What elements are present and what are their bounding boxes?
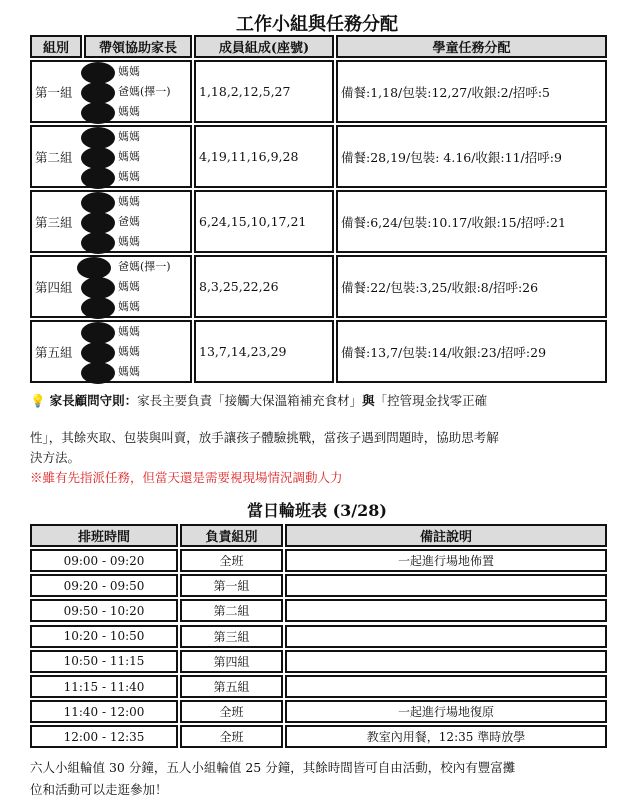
schedule-group-cell: 第三組 [180, 625, 283, 648]
redaction-mark [81, 297, 115, 319]
parent-label: 媽媽 [118, 324, 140, 338]
schedule-group-cell: 全班 [180, 725, 283, 748]
group-name: 第二組 [30, 125, 82, 188]
schedule-time-cell: 09:50 - 10:20 [30, 599, 178, 622]
schedule-note-cell [285, 625, 607, 648]
rules-note: ※雖有先指派任務，但當天還是需要視現場情況調動人力 [30, 470, 343, 485]
group-name: 第三組 [30, 190, 82, 253]
redaction-mark [81, 342, 115, 364]
redaction-mark [81, 62, 115, 84]
redaction-mark [81, 277, 115, 299]
schedule-title: 當日輪班表 (3/28) [247, 501, 387, 520]
parent-label: 爸媽(擇一) [118, 259, 171, 273]
schedule-group-cell: 第一組 [180, 574, 283, 597]
redaction-mark [81, 212, 115, 234]
schedule-note-cell [285, 675, 607, 698]
rules-and: 與 [362, 393, 375, 408]
parent-label: 爸媽 [118, 214, 140, 228]
group-name: 第一組 [30, 60, 82, 123]
schedule-time-cell: 11:15 - 11:40 [30, 675, 178, 698]
parent-label: 媽媽 [118, 104, 140, 118]
schedule-note-cell [285, 574, 607, 597]
header-parents: 帶領協助家長 [84, 35, 192, 58]
redaction-mark [81, 362, 115, 384]
header-time: 排班時間 [30, 524, 178, 547]
tasks-cell: 備餐:6,24/包裝:10.17/收銀:15/招呼:21 [336, 190, 607, 253]
schedule-note-cell [285, 599, 607, 622]
redaction-mark [81, 232, 115, 254]
schedule-note-cell: 一起進行場地復原 [285, 700, 607, 723]
schedule-time-cell: 10:20 - 10:50 [30, 625, 178, 648]
schedule-note-cell: 教室內用餐，12:35 準時放學 [285, 725, 607, 748]
schedule-group-cell: 第二組 [180, 599, 283, 622]
page-title: 工作小組與任務分配 [236, 14, 398, 35]
schedule-note-cell [285, 650, 607, 673]
parent-label: 爸媽(擇一) [118, 84, 171, 98]
group-name: 第五組 [30, 320, 82, 383]
rules-paragraph [30, 390, 610, 411]
header-group: 組別 [30, 35, 82, 58]
redaction-mark [81, 322, 115, 344]
members-cell: 4,19,11,16,9,28 [194, 125, 334, 188]
members-cell: 8,3,25,22,26 [194, 255, 334, 318]
members-cell: 6,24,15,10,17,21 [194, 190, 334, 253]
parent-label: 媽媽 [118, 64, 140, 78]
footer-line2: 位和活動可以走逛參加！ [30, 782, 168, 797]
parent-label: 媽媽 [118, 299, 140, 313]
schedule-group-cell: 全班 [180, 700, 283, 723]
footer-line1: 六人小組輪值 30 分鐘，五人小組輪值 25 分鐘，其餘時間皆可自由活動，校內有豐富攤 [30, 760, 516, 775]
redaction-mark [81, 82, 115, 104]
parent-label: 媽媽 [118, 194, 140, 208]
parent-label: 媽媽 [118, 344, 140, 358]
header-tasks: 學童任務分配 [336, 35, 607, 58]
schedule-group-cell: 全班 [180, 549, 283, 572]
group-name: 第四組 [30, 255, 82, 318]
rules-line2: 性」，其餘夾取、包裝與叫賣，放手讓孩子體驗挑戰，當孩子遇到問題時，協助思考解 [30, 430, 499, 445]
parent-label: 媽媽 [118, 234, 140, 248]
schedule-time-cell: 11:40 - 12:00 [30, 700, 178, 723]
schedule-time-cell: 09:20 - 09:50 [30, 574, 178, 597]
schedule-time-cell: 12:00 - 12:35 [30, 725, 178, 748]
redaction-mark [81, 147, 115, 169]
parent-label: 媽媽 [118, 279, 140, 293]
members-cell: 1,18,2,12,5,27 [194, 60, 334, 123]
header-group: 負責組別 [180, 524, 283, 547]
schedule-note-cell: 一起進行場地佈置 [285, 549, 607, 572]
tasks-cell: 備餐:22/包裝:3,25/收銀:8/招呼:26 [336, 255, 607, 318]
redaction-mark [81, 192, 115, 214]
schedule-group-cell: 第五組 [180, 675, 283, 698]
rules-text: 「控管現金找零正確 [374, 393, 488, 408]
redaction-mark [81, 167, 115, 189]
tasks-cell: 備餐:13,7/包裝:14/收銀:23/招呼:29 [336, 320, 607, 383]
tasks-cell: 備餐:28,19/包裝: 4.16/收銀:11/招呼:9 [336, 125, 607, 188]
rules-line3: 決方法。 [30, 450, 81, 465]
redaction-mark [81, 127, 115, 149]
header-note: 備註說明 [285, 524, 607, 547]
rules-label: 家長顧問守則： [49, 393, 138, 408]
redaction-mark [81, 102, 115, 124]
lightbulb-icon: 💡 [30, 393, 46, 408]
header-members: 成員組成(座號) [194, 35, 334, 58]
schedule-time-cell: 10:50 - 11:15 [30, 650, 178, 673]
rules-text: 家長主要負責「接觸大保溫箱補充食材」 [137, 393, 363, 408]
members-cell: 13,7,14,23,29 [194, 320, 334, 383]
parent-label: 媽媽 [118, 129, 140, 143]
parent-label: 媽媽 [118, 169, 140, 183]
parent-label: 媽媽 [118, 149, 140, 163]
parent-label: 媽媽 [118, 364, 140, 378]
schedule-group-cell: 第四組 [180, 650, 283, 673]
schedule-time-cell: 09:00 - 09:20 [30, 549, 178, 572]
redaction-mark [77, 257, 111, 279]
tasks-cell: 備餐:1,18/包裝:12,27/收銀:2/招呼:5 [336, 60, 607, 123]
